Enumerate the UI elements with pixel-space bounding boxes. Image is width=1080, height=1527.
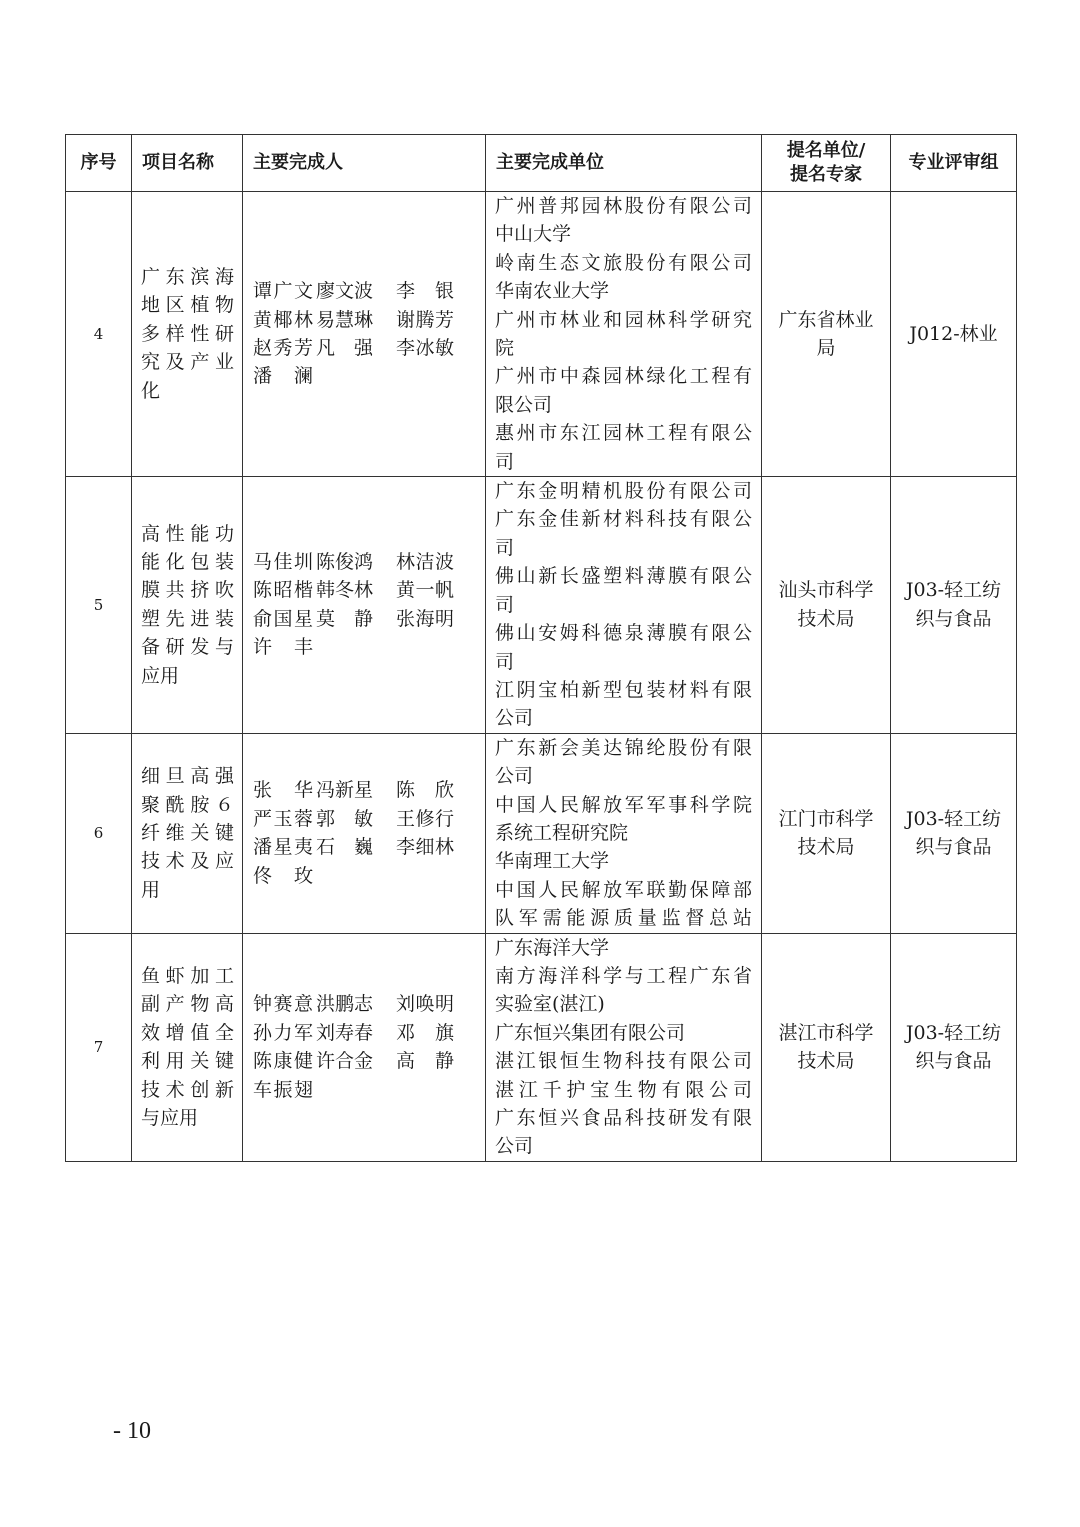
project-name-line: 广东滨海 [141, 266, 234, 289]
person-name [316, 362, 396, 390]
unit-line: 广东金明精机股份有限公司 [495, 480, 752, 503]
person-name: 佟 玫 [253, 864, 313, 887]
project-name-line: 膜共挤吹 [141, 579, 234, 602]
person-name: 赵秀芳 [253, 337, 313, 360]
person-name: 黄椰林 [253, 308, 313, 331]
cell-people [243, 477, 486, 734]
unit-line: 中国人民解放军军事科学院 [495, 793, 752, 816]
unit-line: 岭南生态文旅股份有限公司 [495, 251, 752, 274]
cell-review-group [891, 192, 1017, 477]
unit-line: 佛山新长盛塑料薄膜有限公 [495, 565, 752, 588]
unit-line: 实验室(湛江) [495, 993, 605, 1016]
unit-line: 广东恒兴食品科技研发有限 [495, 1107, 752, 1129]
cell-review-group [891, 477, 1017, 734]
unit-line: 佛山安姆科德泉薄膜有限公 [495, 622, 752, 645]
person-name: 孙力军 [253, 1021, 313, 1044]
nominator-line: 局 [816, 337, 836, 360]
person-name: 马佳圳 [253, 551, 313, 574]
header-nominator-text: 提名单位/ 提名专家 [786, 140, 866, 185]
project-name-line: 塑先进装 [141, 607, 234, 630]
project-name-line: 能化包装 [141, 551, 234, 574]
cell-people [243, 733, 486, 933]
unit-line: 院 [495, 337, 515, 360]
project-name-line: 多样性研 [141, 322, 234, 345]
unit-line: 司 [495, 593, 515, 616]
header-nominator [762, 135, 891, 192]
unit-line: 广州市林业和园林科学研究 [495, 308, 752, 331]
person-name: 潘星夷 [253, 836, 313, 859]
people-grid [253, 990, 475, 1104]
person-name: 莫 静 [316, 607, 374, 630]
unit-line: 队军需能源质量监督总站 [495, 907, 752, 930]
person-name: 陈昭楷 [253, 579, 313, 602]
unit-line: 公司 [495, 707, 534, 730]
unit-line: 广州普邦园林股份有限公司 [495, 195, 752, 217]
cell-project-name [132, 733, 243, 933]
header-units: 主要完成单位 [486, 135, 762, 192]
person-name: 李细林 [396, 836, 454, 859]
person-name [396, 362, 454, 390]
project-name-line: 技术创新 [141, 1078, 234, 1101]
project-name-line: 聚酰胺６ [141, 793, 234, 816]
table-row [66, 477, 1017, 734]
table-row [66, 192, 1017, 477]
person-name [316, 633, 396, 661]
project-name-line: 细旦高强 [141, 765, 234, 788]
people-grid [253, 776, 475, 890]
project-name-line: 技术及应 [141, 850, 234, 873]
unit-line: 中山大学 [495, 223, 572, 246]
project-name-line: 利用关键 [141, 1050, 234, 1073]
header-project: 项目名称 [132, 135, 243, 192]
person-name: 洪鹏志 [316, 993, 374, 1016]
review-group-line: J03-轻工纺 [905, 579, 1002, 602]
person-name: 郭 敏 [316, 807, 374, 830]
review-group-line: J012-林业 [909, 322, 998, 345]
person-name [396, 1076, 454, 1104]
person-name: 凡 强 [316, 337, 374, 360]
person-name: 高 静 [396, 1050, 454, 1073]
project-name-line: 备研发与 [141, 636, 234, 659]
project-name-line: 副产物高 [141, 993, 234, 1016]
nominator-line: 广东省林业 [778, 308, 874, 331]
person-name: 许 丰 [253, 636, 313, 659]
table-row [66, 733, 1017, 933]
people-grid [253, 277, 475, 391]
project-name-line: 与应用 [141, 1107, 199, 1129]
review-group-line: 织与食品 [915, 1050, 992, 1073]
cell-units [486, 477, 762, 734]
person-name: 王修行 [396, 807, 454, 830]
person-name: 李 银 [396, 280, 454, 303]
review-group-line: J03-轻工纺 [905, 807, 1002, 830]
project-name-line: 效增值全 [141, 1021, 234, 1044]
unit-line: 广州市中森园林绿化工程有 [495, 365, 752, 388]
people-grid [253, 548, 475, 662]
cell-nominator [762, 733, 891, 933]
table-row [66, 933, 1017, 1161]
person-name: 钟赛意 [253, 993, 313, 1016]
person-name: 石 巍 [316, 836, 374, 859]
cell-units [486, 733, 762, 933]
unit-line: 司 [495, 450, 515, 473]
cell-people [243, 933, 486, 1161]
table-header-row [66, 135, 1017, 192]
unit-line: 南方海洋科学与工程广东省 [495, 964, 752, 987]
person-name: 易慧琳 [316, 308, 374, 331]
project-name-line: 应用 [141, 664, 180, 687]
cell-seq: 5 [66, 477, 132, 734]
project-name-line: 用 [141, 878, 161, 901]
person-name: 车振翅 [253, 1078, 313, 1101]
person-name: 张海明 [396, 607, 454, 630]
cell-project-name [132, 933, 243, 1161]
cell-nominator [762, 477, 891, 734]
page-number: - 10 [113, 1418, 151, 1444]
person-name: 陈俊鸿 [316, 551, 374, 574]
person-name: 黄一帆 [396, 579, 454, 602]
person-name: 严玉蓉 [253, 807, 313, 830]
person-name: 刘寿春 [316, 1021, 374, 1044]
unit-line: 广东海洋大学 [495, 936, 610, 959]
unit-line: 公司 [495, 1135, 534, 1158]
cell-units [486, 933, 762, 1161]
person-name: 韩冬林 [316, 579, 374, 602]
nominator-line: 湛江市科学 [778, 1021, 874, 1044]
nominator-line: 技术局 [797, 1050, 855, 1073]
cell-nominator [762, 192, 891, 477]
nominator-line: 江门市科学 [778, 807, 874, 830]
unit-line: 限公司 [495, 393, 553, 416]
cell-project-name [132, 192, 243, 477]
unit-line: 司 [495, 650, 515, 673]
project-name-line: 纤维关键 [141, 821, 234, 844]
header-seq: 序号 [66, 135, 132, 192]
header-people: 主要完成人 [243, 135, 486, 192]
nominator-line: 技术局 [797, 607, 855, 630]
unit-line: 湛江银恒生物科技有限公司 [495, 1050, 752, 1073]
awards-table [65, 134, 1017, 1162]
project-name-line: 究及产业 [141, 351, 234, 374]
cell-review-group [891, 933, 1017, 1161]
person-name: 刘唤明 [396, 993, 454, 1016]
cell-seq: 7 [66, 933, 132, 1161]
person-name: 林洁波 [396, 551, 454, 574]
cell-units [486, 192, 762, 477]
unit-line: 惠州市东江园林工程有限公 [495, 422, 752, 445]
person-name: 陈 欣 [396, 779, 454, 802]
unit-line: 公司 [495, 765, 534, 788]
project-name-line: 鱼虾加工 [141, 964, 234, 987]
unit-line: 江阴宝柏新型包装材料有限 [495, 678, 752, 701]
cell-project-name [132, 477, 243, 734]
header-group: 专业评审组 [891, 135, 1017, 192]
cell-seq: 6 [66, 733, 132, 933]
person-name: 张 华 [253, 779, 313, 802]
person-name: 邓 旗 [396, 1021, 454, 1044]
unit-line: 中国人民解放军联勤保障部 [495, 878, 752, 901]
unit-line: 广东恒兴集团有限公司 [495, 1021, 686, 1044]
person-name [396, 633, 454, 661]
person-name: 陈康健 [253, 1050, 313, 1073]
cell-people [243, 192, 486, 477]
person-name [316, 1076, 396, 1104]
nominator-line: 技术局 [797, 836, 855, 859]
unit-line: 系统工程研究院 [495, 821, 629, 844]
person-name [396, 862, 454, 890]
cell-nominator [762, 933, 891, 1161]
project-name-line: 化 [141, 379, 161, 402]
person-name: 俞国星 [253, 607, 313, 630]
project-name-line: 地区植物 [141, 294, 234, 317]
person-name: 李冰敏 [396, 337, 454, 360]
unit-line: 广东新会美达锦纶股份有限 [495, 736, 752, 759]
review-group-line: 织与食品 [915, 607, 992, 630]
nominator-line: 汕头市科学 [778, 579, 874, 602]
cell-review-group [891, 733, 1017, 933]
person-name [316, 862, 396, 890]
unit-line: 司 [495, 536, 515, 559]
review-group-line: 织与食品 [915, 836, 992, 859]
unit-line: 广东金佳新材料科技有限公 [495, 508, 752, 531]
cell-seq: 4 [66, 192, 132, 477]
person-name: 许合金 [316, 1050, 374, 1073]
project-name-line: 高性能功 [141, 522, 234, 545]
person-name: 冯新星 [316, 779, 374, 802]
unit-line: 湛江千护宝生物有限公司 [495, 1078, 752, 1101]
unit-line: 华南农业大学 [495, 280, 610, 303]
person-name: 廖文波 [316, 280, 374, 303]
unit-line: 华南理工大学 [495, 850, 610, 873]
person-name: 潘 澜 [253, 365, 313, 388]
review-group-line: J03-轻工纺 [905, 1021, 1002, 1044]
person-name: 谭广文 [253, 280, 313, 303]
person-name: 谢腾芳 [396, 308, 454, 331]
